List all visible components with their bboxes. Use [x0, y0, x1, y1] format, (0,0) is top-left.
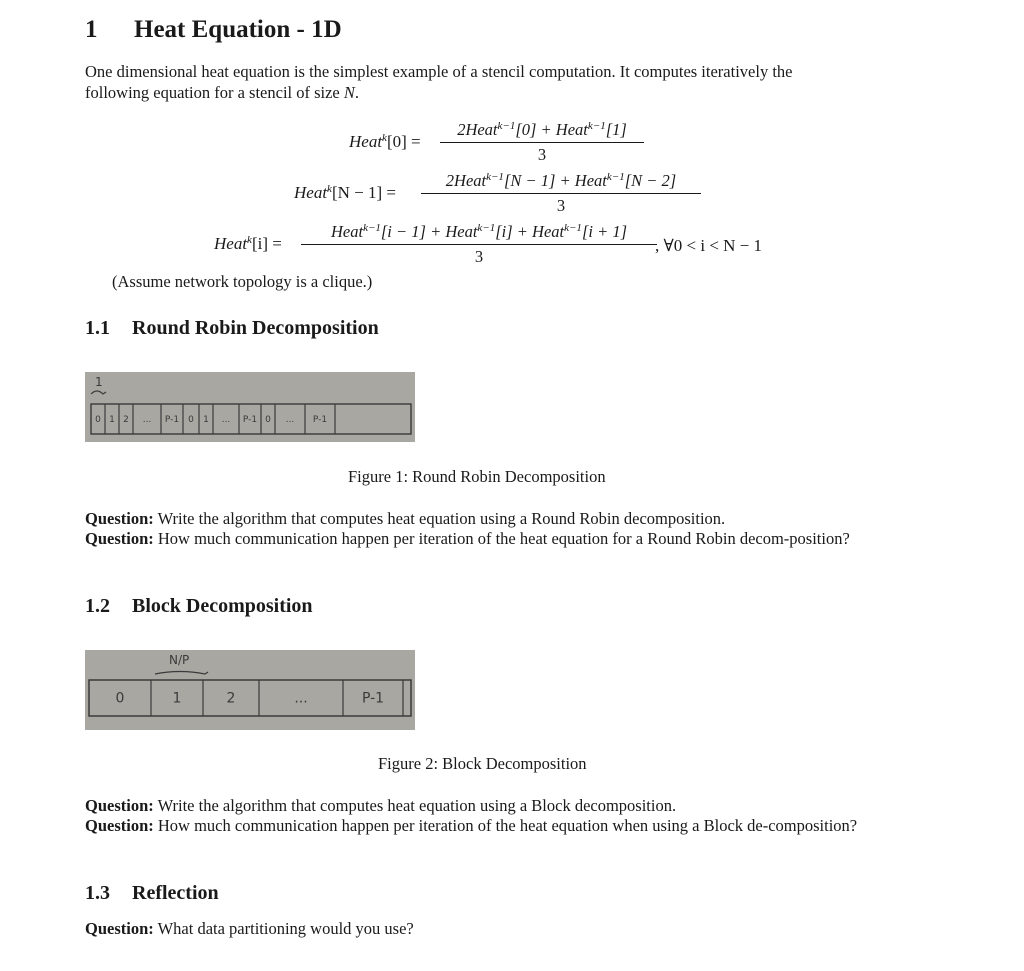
- round-robin-sketch: [85, 372, 415, 442]
- equation-2-lhs: Heat$^k$[N − 1] =: [294, 183, 396, 202]
- figure-1-caption: Figure 1: Round Robin Decomposition: [348, 467, 606, 486]
- equation-3-condition: , ∀0 < i < N − 1: [655, 236, 763, 255]
- sketch-cell-label: 1: [203, 415, 209, 425]
- sketch-cell-label: ...: [221, 415, 231, 425]
- sketch-cell-label: P-1: [312, 415, 328, 425]
- sketch-cell-label: 0: [115, 690, 125, 707]
- section-heading: [85, 16, 342, 44]
- sketch-cell-label: 1: [109, 415, 115, 425]
- block-sketch: [85, 650, 415, 730]
- sketch-width-label: 1: [95, 375, 103, 389]
- equation-1-fraction: 2Heat$^{k-1}$[0] + Heat$^{k-1}$[1] 3: [440, 120, 644, 165]
- sketch-arrow: [91, 391, 106, 394]
- sketch-cell-label: ...: [142, 415, 152, 425]
- figure-2-sketch: [85, 650, 415, 730]
- sketch-cell-label: ...: [285, 415, 295, 425]
- section-number: 1: [85, 16, 98, 43]
- intro-line-2: following equation for a stencil of size N.: [85, 83, 360, 102]
- question-1-2-a: Question: Write the algorithm that computes heat equation using a Block decomposition.: [85, 796, 677, 815]
- sketch-cells: [116, 680, 403, 716]
- sketch-block-size-label: N/P: [169, 653, 190, 667]
- sketch-cell-label: 0: [265, 415, 271, 425]
- sketch-cell-label: P-1: [164, 415, 180, 425]
- figure-1-sketch: [85, 372, 415, 442]
- intro-line-1: One dimensional heat equation is the simplest example of a stencil computation. It computes iteratively the: [85, 62, 793, 81]
- section-title: Heat Equation - 1D: [134, 16, 342, 43]
- equation-2-fraction: 2Heat$^{k-1}$[N − 1] + Heat$^{k-1}$[N − 2] 3: [421, 171, 701, 216]
- subsection-heading-1-3: 1.3 Reflection: [85, 882, 219, 904]
- sketch-cell-label: 2: [123, 415, 129, 425]
- question-1-3-a: Question: What data partitioning would you use?: [85, 919, 414, 938]
- sketch-cell-label: 0: [95, 415, 101, 425]
- equation-1-lhs: Heat$^k$[0] =: [349, 132, 421, 151]
- subsection-heading-1-1: 1.1 Round Robin Decomposition: [85, 317, 379, 339]
- sketch-cell-label: 0: [188, 415, 194, 425]
- sketch-cell-label: ...: [294, 690, 308, 707]
- sketch-cell-label: P-1: [242, 415, 258, 425]
- equation-3-fraction: Heat$^{k-1}$[i − 1] + Heat$^{k-1}$[i] + Heat$^{k-1}$[i + 1] 3: [301, 222, 657, 267]
- sketch-cell-label: 2: [226, 690, 236, 707]
- sketch-arrow: [155, 672, 208, 675]
- question-1-2-b: Question: How much communication happen per iteration of the heat equation when using a Block de-composition?: [85, 816, 858, 835]
- question-1-1-b: Question: How much communication happen per iteration of the heat equation for a Round Robin decom-position?: [85, 529, 850, 548]
- subsection-heading-1-2: 1.2 Block Decomposition: [85, 595, 313, 617]
- equation-3-lhs: Heat$^k$[i] =: [214, 234, 282, 253]
- sketch-cell-label: P-1: [361, 690, 385, 707]
- assumption-note: (Assume network topology is a clique.): [112, 272, 373, 291]
- sketch-cells: [95, 404, 335, 434]
- sketch-cell-label: 1: [172, 690, 182, 707]
- question-1-1-a: Question: Write the algorithm that computes heat equation using a Round Robin decomposition.: [85, 509, 726, 528]
- figure-2-caption: Figure 2: Block Decomposition: [378, 754, 587, 773]
